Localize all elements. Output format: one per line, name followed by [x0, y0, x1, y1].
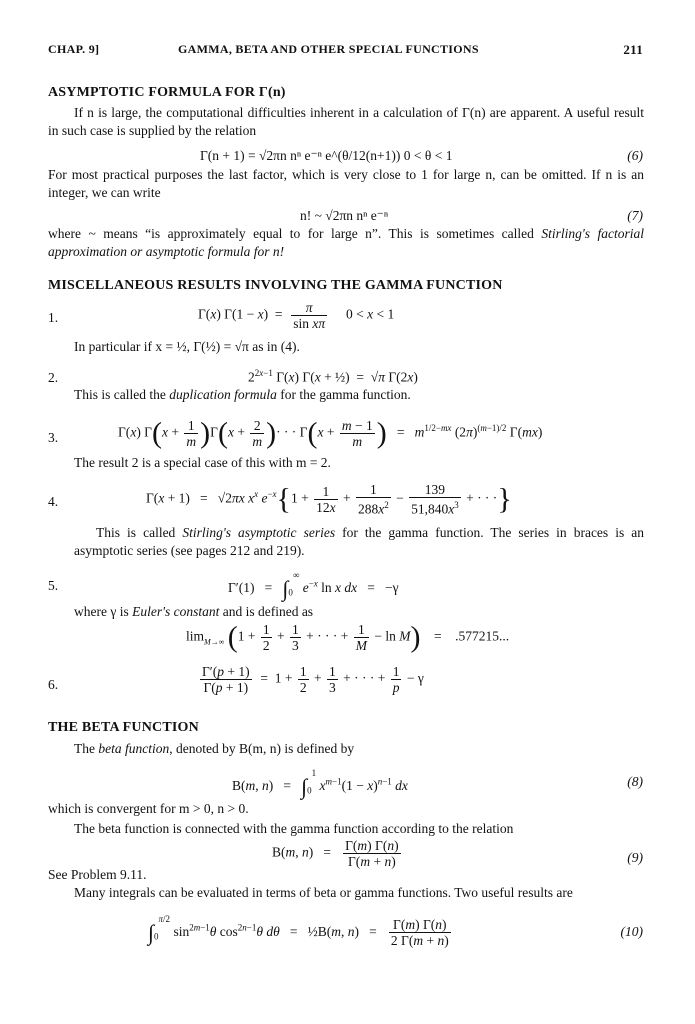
- paragraph: For most practical purposes the last factor, which is very close to 1 for large n, can be omitted. If n is an integer, we can write: [48, 167, 644, 200]
- equation-number-6: (6): [627, 148, 643, 163]
- equation-number-9: (9): [627, 850, 643, 865]
- text-run: and is defined as: [219, 604, 314, 619]
- paragraph: Many integrals can be evaluated in terms of beta or gamma functions. Two useful results are: [74, 885, 573, 900]
- emphasis-text: duplication formula: [169, 387, 277, 402]
- section-heading-asymptotic: ASYMPTOTIC FORMULA FOR Γ(n): [48, 85, 286, 100]
- text-run: , denoted by B(m, n) is defined by: [169, 741, 355, 756]
- result-4-formula: Γ(x + 1) = √2πx $x^x$ $e^{-x}\{1$ + $\frac{1}{12x}$ + $\frac{1}{288x^2}$ − $\frac{139}{51,840x^3}$ + · · ·}: [146, 482, 512, 517]
- paragraph: The beta function is connected with the gamma function according to the relation: [74, 821, 514, 836]
- emphasis-text: Stirling's asymptotic series: [182, 525, 336, 540]
- paragraph: [74, 740, 354, 758]
- page-number: 211: [623, 42, 643, 57]
- text-run: where ~ means “is approximately equal to for large n”. This is sometimes called: [48, 226, 542, 241]
- equation-number-8: (8): [627, 774, 643, 789]
- euler-constant-definition: $\lim_{M\to\infty} (1$ + $\frac{1}{2}$ + $\frac{1}{3}$ + · · · + $\frac{1}{M}$ − ln M) = .577215...: [186, 620, 510, 654]
- equation-9: B(m, n) = $\frac{\Gamma(m) \Gamma(n)}{\Gamma(m + n)}$: [272, 838, 399, 869]
- section-heading-beta: THE BETA FUNCTION: [48, 720, 199, 735]
- running-header: [48, 42, 643, 60]
- emphasis-text: Stirling's factorial approximation or asymptotic formula for n!: [48, 226, 644, 259]
- equation-number-7: (7): [627, 208, 643, 223]
- equation-10: $\int_0^{\pi/2}$ $\sin^{2m-1}\theta$ $\cos^{2n-1}\theta$ dθ = ½B(m, n) = $\frac{\Gamma(m) \Gamma(n)}{2 \Gamma(m + n)}$: [148, 914, 449, 949]
- item-number: 3.: [48, 430, 59, 445]
- result-1-note: In particular if x = ½, Γ(½) = √π as in (4).: [74, 339, 300, 354]
- paragraph: If n is large, the computational difficulties inherent in a calculation of Γ(n) are apparent. A useful result in such case is supplied by the relation: [48, 105, 644, 138]
- result-1-formula: Γ(x) Γ(1 − x) = $\frac{\pi}{\text{sin xπ}}$ 0 < x < 1: [198, 300, 395, 331]
- result-2-formula: $2^{2x-1}$ Γ(x) Γ(x + ½) = √π Γ(2x): [248, 368, 418, 385]
- equation-number-10: (10): [620, 924, 643, 939]
- equation-8: B(m, $n) = \int_0^1$ $x^{m-1}(1 - x)^{n-1}$ dx: [232, 768, 408, 799]
- euler-value: .577215...: [455, 628, 510, 644]
- result-3-note: The result 2 is a special case of this with m = 2.: [74, 455, 331, 470]
- text-run: for the gamma function.: [276, 387, 411, 402]
- text-run: for the gamma function. The series in braces is an asymptotic series (see pages 212 and 219).: [74, 525, 645, 558]
- result-5-note: [74, 603, 313, 621]
- section-heading-misc: MISCELLANEOUS RESULTS INVOLVING THE GAMMA FUNCTION: [48, 278, 503, 293]
- result-4-note: [74, 524, 644, 560]
- chapter-label: CHAP. 9]: [48, 42, 100, 56]
- paragraph: [48, 225, 644, 261]
- equation-7: n! ~ √2πn nⁿ e⁻ⁿ: [300, 208, 389, 223]
- text-run: where γ is: [74, 604, 133, 619]
- item-number: 2.: [48, 370, 59, 385]
- emphasis-text: Euler's constant: [132, 604, 220, 619]
- problem-reference: See Problem 9.11.: [48, 867, 147, 882]
- header-title: GAMMA, BETA AND OTHER SPECIAL FUNCTIONS: [178, 42, 479, 56]
- text-run: The: [74, 741, 99, 756]
- paragraph: which is convergent for m > 0, n > 0.: [48, 801, 249, 816]
- result-2-note: [74, 386, 411, 404]
- result-3-formula: Γ(x) Γ(x + $\frac{1}{m}$ )Γ(x + $\frac{2}{m}$ )· · · Γ(x + $\frac{m - 1}{m}$ ) = $m^{1/2-mx}$ $(2\pi)^{(m-1)/2}$ Γ(mx): [118, 416, 543, 450]
- result-6-formula: $\frac{\Gamma'(p + 1)}{\Gamma(p + 1)}$ = 1 + $\frac{1}{2}$ + $\frac{1}{3}$ + · · · + $\frac{1}{p}$ − γ: [202, 664, 424, 695]
- text-run: This is called the: [74, 387, 170, 402]
- result-5-formula: $\Gamma'(1) = \int_0^\infty$ $e^{-x}$ ln x dx = −γ: [228, 570, 399, 601]
- item-number: 4.: [48, 494, 59, 509]
- item-number: 6.: [48, 677, 59, 692]
- text-run: This is called: [96, 525, 183, 540]
- equation-6: Γ(n + 1) = √2πn nⁿ e⁻ⁿ e^(θ/12(n+1)) 0 < θ < 1: [200, 148, 453, 163]
- item-number: 1.: [48, 310, 59, 325]
- emphasis-text: beta function: [98, 741, 170, 756]
- item-number: 5.: [48, 578, 59, 593]
